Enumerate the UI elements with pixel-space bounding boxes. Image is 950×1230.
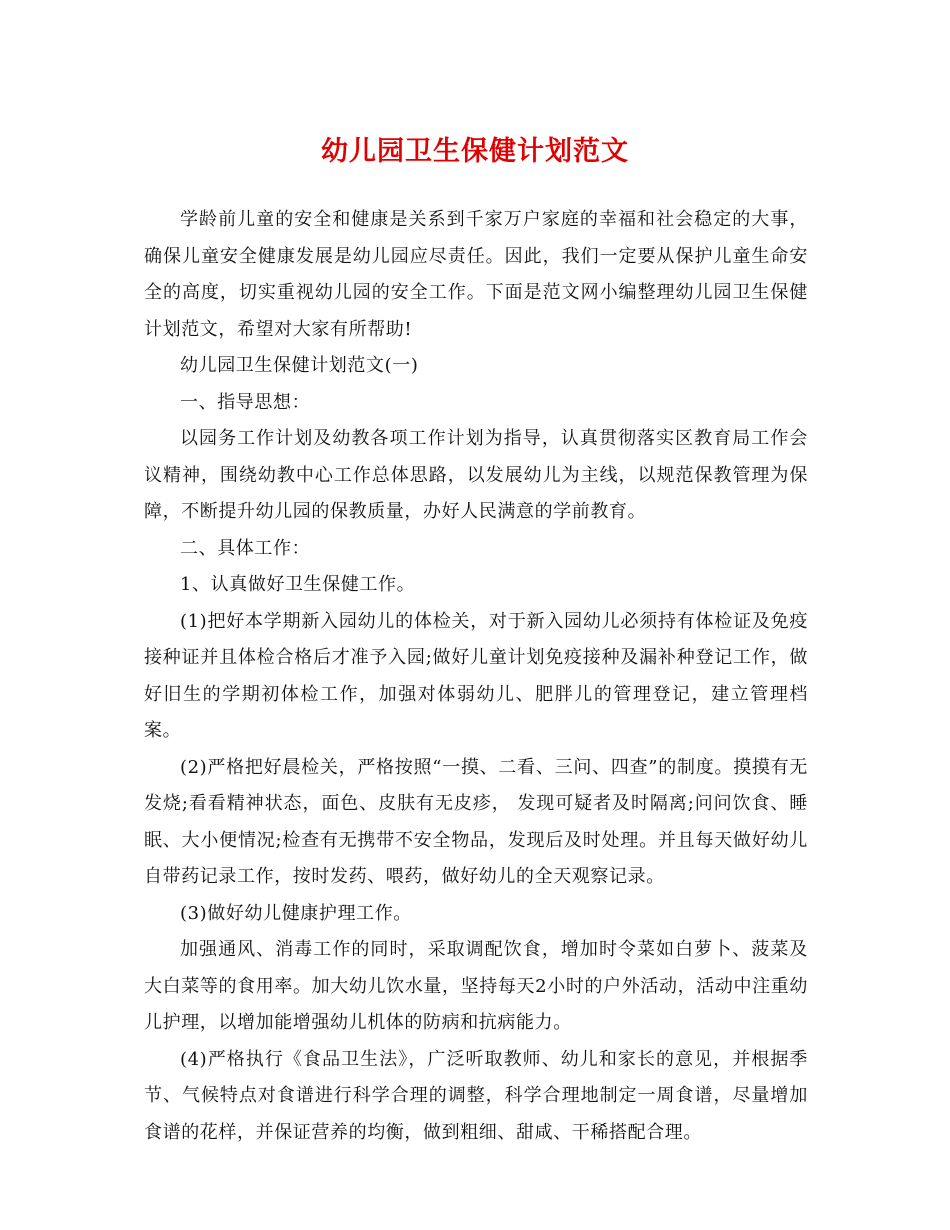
list-item-heading: 1、认真做好卫生保健工作。 [180,574,416,595]
body-paragraph: 加强通风、消毒工作的同时，采取调配饮食，增加时令菜如白萝卜、菠菜及大白菜等的食用率。加大幼儿饮水量，坚持每天2小时的户外活动，活动中注重幼儿护理，以增加能增强幼儿机体的防病和抗病能力。 [144,939,808,1033]
document-title: 幼儿园卫生保健计划范文 [321,136,629,167]
body-paragraph: (2)严格把好晨检关，严格按照“一摸、二看、三问、四查”的制度。摸摸有无发烧;看看精神状态，面色、皮肤有无皮疹， 发现可疑者及时隔离;问问饮食、睡眠、大小便情况;检查有无携带不安全物品，发现后及时处理。并且每天做好幼儿自带药记录工作，按时发药、喂药，做好幼儿的全天观察记录。 [144,756,808,887]
document-body [144,202,808,1151]
body-paragraph: (4)严格执行《食品卫生法》，广泛听取教师、幼儿和家长的意见，并根据季节、气候特点对食谱进行科学合理的调整，科学合理地制定一周食谱，尽量增加食谱的花样，并保证营养的均衡，做到粗细、甜咸、干稀搭配合理。 [144,1048,808,1143]
body-paragraph: 以园务工作计划及幼教各项工作计划为指导，认真贯彻落实区教育局工作会议精神，围绕幼教中心工作总体思路，以发展幼儿为主线，以规范保教管理为保障，不断提升幼儿园的保教质量，办好人民满意的学前教育。 [144,428,808,522]
section-heading: 幼儿园卫生保健计划范文(一) [180,355,419,376]
subheading-specific-work: 二、具体工作： [180,537,311,559]
intro-paragraph: 学龄前儿童的安全和健康是关系到千家万户家庭的幸福和社会稳定的大事，确保儿童安全健康发展是幼儿园应尽责任。因此，我们一定要从保护儿童生命安全的高度，切实重视幼儿园的安全工作。下面是范文网小编整理幼儿园卫生保健计划范文，希望对大家有所帮助! [144,209,808,340]
body-paragraph: (3)做好幼儿健康护理工作。 [180,902,412,924]
subheading-guiding-thought: 一、指导思想： [180,391,311,413]
body-paragraph: (1)把好本学期新入园幼儿的体检关，对于新入园幼儿必须持有体检证及免疫接种证并且体检合格后才准予入园;做好儿童计划免疫接种及漏补种登记工作，做好旧生的学期初体检工作，加强对体弱幼儿、肥胖儿的管理登记，建立管理档案。 [144,610,808,741]
